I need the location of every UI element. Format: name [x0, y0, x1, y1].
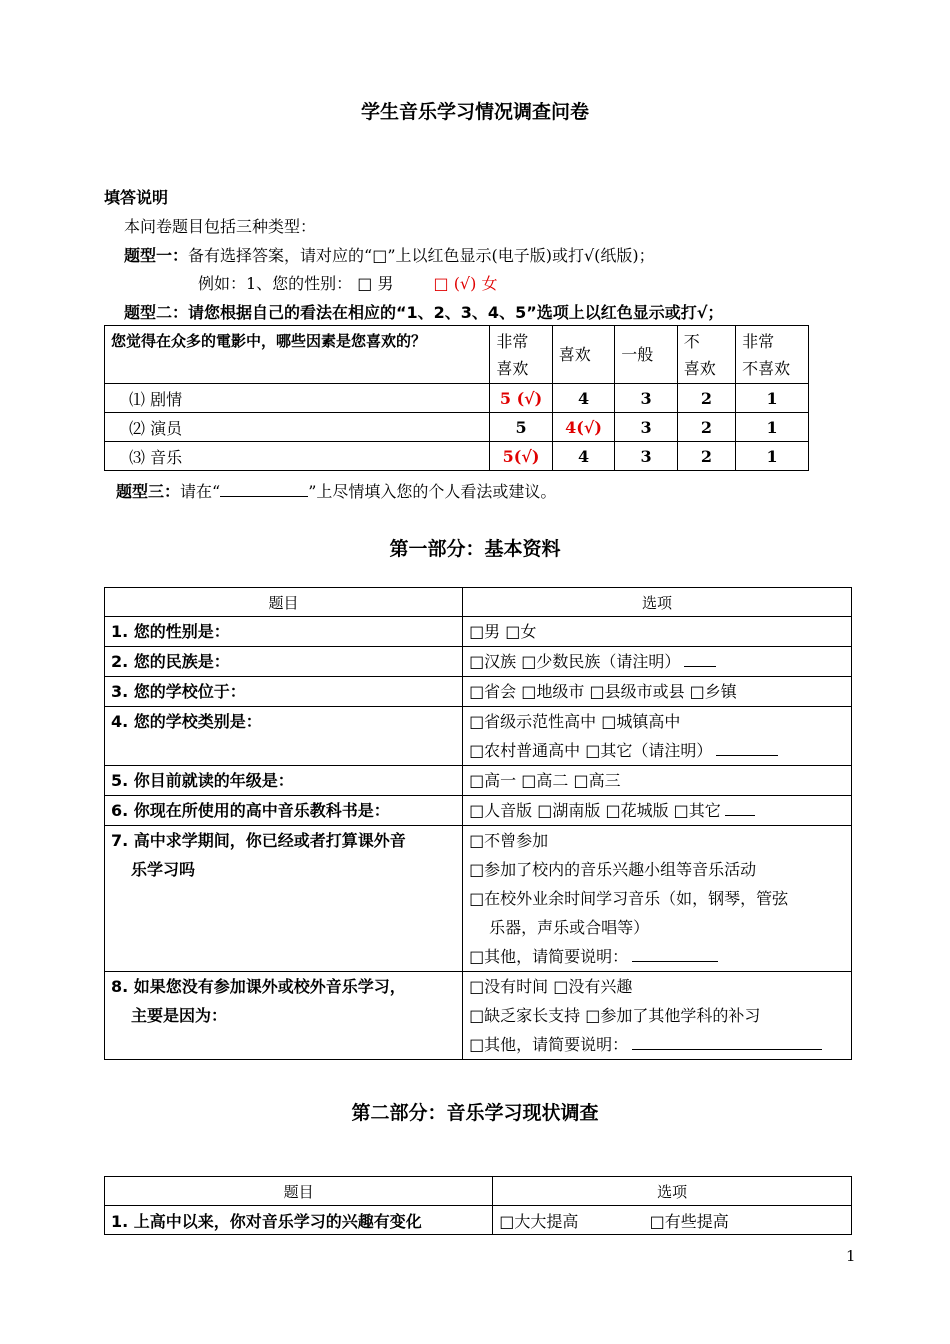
option-line[interactable]: 乐器，声乐或合唱等）	[489, 918, 650, 937]
options-cell	[463, 647, 852, 677]
question-row	[105, 1206, 852, 1235]
instructions-heading: 填答说明	[104, 188, 169, 207]
question-row	[105, 707, 852, 766]
question-text: 1. 您的性别是：	[111, 622, 230, 641]
example-header-text: 喜欢	[496, 358, 529, 378]
type2-label: 题型二：	[124, 303, 189, 322]
type1-line	[124, 243, 655, 266]
example-line	[198, 271, 497, 294]
question-cell	[105, 707, 463, 766]
example-rating-table	[104, 325, 809, 471]
example-rating-cell[interactable]: 1	[736, 413, 809, 442]
question-row	[105, 677, 852, 707]
option-line[interactable]: □高一 □高二 □高三	[469, 771, 621, 790]
type3-line	[116, 478, 556, 502]
page-number: 1	[846, 1247, 856, 1265]
option-line[interactable]: □汉族 □少数民族（请注明）	[469, 647, 845, 676]
part1-header-row	[105, 588, 852, 617]
example-header-cell	[736, 326, 809, 384]
example-header-cell	[615, 326, 677, 384]
page-title: 学生音乐学习情况调查问卷	[360, 101, 589, 123]
question-cell	[105, 647, 463, 677]
type2-text: 请您根据自己的看法在相应的“1、2、3、4、5”选项上以红色显示或打√；	[188, 303, 724, 322]
option-line[interactable]: □男 □女	[469, 622, 537, 641]
question-text: 5. 你目前就读的年级是：	[111, 771, 294, 790]
option-line[interactable]: □不曾参加	[469, 831, 549, 850]
example-prefix: 例如：1、您的性别： □ 男	[198, 274, 394, 293]
question-row	[105, 766, 852, 796]
answer-blank[interactable]	[716, 737, 778, 756]
option-line[interactable]: □参加了校内的音乐兴趣小组等音乐活动	[469, 860, 757, 879]
options-cell	[463, 766, 852, 796]
question-text: 2. 您的民族是：	[111, 652, 230, 671]
question-text: 6. 你现在所使用的高中音乐教科书是：	[111, 801, 390, 820]
question-text: 4. 您的学校类别是：	[111, 712, 262, 731]
example-header-cell	[552, 326, 614, 384]
example-header-row	[105, 326, 809, 384]
options-cell[interactable]: □大大提高 □有些提高	[493, 1206, 852, 1235]
example-question: 您觉得在众多的電影中，哪些因素是您喜欢的？	[105, 326, 490, 384]
answer-blank[interactable]	[220, 478, 308, 497]
type2-line	[124, 300, 723, 323]
example-rating-cell[interactable]: 1	[736, 442, 809, 471]
option-line[interactable]: □没有时间 □没有兴趣	[469, 977, 633, 996]
example-header-text: 喜欢	[683, 358, 716, 378]
col-header-question: 题目	[105, 1177, 493, 1206]
answer-blank[interactable]	[632, 1031, 822, 1050]
example-rating-cell[interactable]: 1	[736, 384, 809, 413]
question-cell	[105, 677, 463, 707]
option-line[interactable]: □农村普通高中 □其它（请注明）	[469, 736, 845, 765]
example-header-cell	[490, 326, 552, 384]
example-answer: □ (√) 女	[433, 274, 498, 293]
part2-table	[104, 1176, 852, 1235]
question-row	[105, 617, 852, 647]
question-cell	[105, 766, 463, 796]
question-row	[105, 647, 852, 677]
example-rating-cell[interactable]: 3	[615, 384, 677, 413]
example-rating-cell[interactable]: 4	[552, 442, 614, 471]
options-cell	[463, 826, 852, 972]
question-cell	[105, 796, 463, 826]
type1-label: 题型一：	[124, 246, 189, 265]
option-line[interactable]: □其他，请简要说明：	[469, 1030, 845, 1059]
example-header-text: 一般	[621, 345, 654, 364]
answer-blank[interactable]	[632, 943, 718, 962]
example-header-text: 不喜欢	[742, 358, 791, 378]
example-rating-cell[interactable]: 2	[677, 384, 735, 413]
option-line[interactable]: □省会 □地级市 □县级市或县 □乡镇	[469, 682, 737, 701]
example-header-text: 非常	[496, 331, 529, 351]
example-row	[105, 413, 809, 442]
options-cell	[463, 617, 852, 647]
example-row	[105, 442, 809, 471]
example-rating-cell[interactable]: 4(√)	[552, 413, 614, 442]
answer-blank[interactable]	[725, 797, 755, 816]
example-row-label: ⑶ 音乐	[105, 442, 490, 471]
question-text: 8. 如果您没有参加课外或校外音乐学习，	[111, 977, 406, 996]
question-text: 乐学习吗	[131, 860, 196, 879]
example-row	[105, 384, 809, 413]
option-line[interactable]: □其他，请简要说明：	[469, 942, 845, 971]
example-row-label: ⑵ 演员	[105, 413, 490, 442]
example-rating-cell[interactable]: 3	[615, 442, 677, 471]
col-header-options: 选项	[493, 1177, 852, 1206]
example-header-text: 喜欢	[558, 345, 591, 364]
options-cell	[463, 677, 852, 707]
example-header-cell	[677, 326, 735, 384]
part1-table	[104, 587, 852, 1060]
part2-header-row	[105, 1177, 852, 1206]
question-row	[105, 972, 852, 1060]
options-cell	[463, 707, 852, 766]
example-row-label: ⑴ 剧情	[105, 384, 490, 413]
type3-text-a: 请在“	[180, 482, 221, 501]
example-rating-cell[interactable]: 2	[677, 413, 735, 442]
instructions-intro: 本问卷题目包括三种类型：	[124, 217, 317, 236]
example-rating-cell[interactable]: 2	[677, 442, 735, 471]
question-cell	[105, 826, 463, 972]
option-line[interactable]: □缺乏家长支持 □参加了其他学科的补习	[469, 1006, 761, 1025]
type3-text-b: ”上尽情填入您的个人看法或建议。	[308, 482, 557, 501]
question-cell	[105, 972, 463, 1060]
question-cell	[105, 617, 463, 647]
example-rating-cell[interactable]: 5	[490, 413, 552, 442]
question-text: 7. 高中求学期间，你已经或者打算课外音	[111, 831, 406, 850]
example-header-text: 不	[683, 331, 700, 351]
part2-heading: 第二部分：音乐学习现状调查	[351, 1102, 599, 1124]
example-rating-cell[interactable]: 5 (√)	[490, 384, 552, 413]
options-cell	[463, 972, 852, 1060]
question-text: 3. 您的学校位于：	[111, 682, 246, 701]
option-line[interactable]: □省级示范性高中 □城镇高中	[469, 712, 681, 731]
question-row	[105, 796, 852, 826]
option-line[interactable]: □人音版 □湖南版 □花城版 □其它	[469, 796, 845, 825]
question-cell: 1. 上高中以来，你对音乐学习的兴趣有变化	[105, 1206, 493, 1235]
answer-blank[interactable]	[684, 648, 716, 667]
col-header-options: 选项	[463, 588, 852, 617]
option-line[interactable]: □在校外业余时间学习音乐（如，钢琴，管弦	[469, 889, 789, 908]
example-header-text: 非常	[742, 331, 775, 351]
part1-heading: 第一部分：基本资料	[389, 538, 561, 560]
question-text: 主要是因为：	[131, 1006, 228, 1025]
example-rating-cell[interactable]: 5(√)	[490, 442, 552, 471]
col-header-question: 题目	[105, 588, 463, 617]
options-cell	[463, 796, 852, 826]
example-rating-cell[interactable]: 4	[552, 384, 614, 413]
type3-label: 题型三：	[116, 482, 181, 501]
question-row	[105, 826, 852, 972]
type1-text: 备有选择答案，请对应的“□”上以红色显示(电子版)或打√(纸版)；	[188, 246, 655, 265]
example-rating-cell[interactable]: 3	[615, 413, 677, 442]
